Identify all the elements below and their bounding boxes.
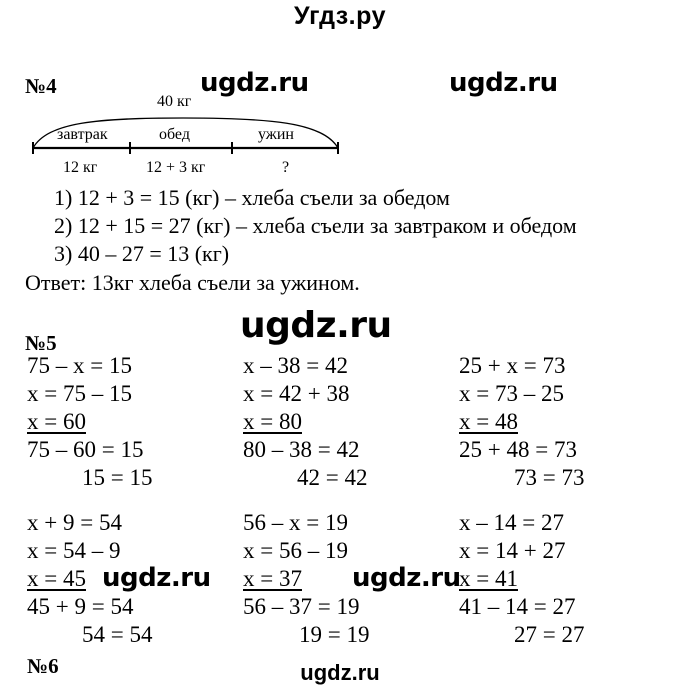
equation-result: x = 60 — [27, 409, 86, 434]
equation-line: 73 = 73 — [514, 465, 585, 490]
solution-step: 1) 12 + 3 = 15 (кг) – хлеба съели за обедом — [54, 185, 450, 210]
solution-step: 2) 12 + 15 = 27 (кг) – хлеба съели за завтраком и обедом — [54, 213, 577, 238]
equation-line: 42 = 42 — [297, 465, 368, 490]
equation-line: 19 = 19 — [299, 622, 370, 647]
equation-line: x = 56 – 19 — [243, 538, 348, 563]
equation-result: x = 41 — [459, 566, 518, 591]
task-4-number: №4 — [25, 74, 57, 98]
footer-watermark: ugdz.ru — [300, 660, 380, 685]
equation-line: 75 – 60 = 15 — [27, 437, 144, 462]
diagram-segment-value: 12 + 3 кг — [146, 159, 206, 176]
equation-line: x = 75 – 15 — [27, 381, 132, 406]
watermark: ugdz.ru — [102, 563, 211, 593]
equation-result: x = 48 — [459, 409, 518, 434]
solution-step: 3) 40 – 27 = 13 (кг) — [54, 241, 230, 266]
equation-result: x = 45 — [27, 566, 86, 591]
equation-line: x – 14 = 27 — [459, 510, 564, 535]
equation-line: 45 + 9 = 54 — [27, 594, 134, 619]
equation-line: 75 – x = 15 — [27, 353, 132, 378]
watermark: ugdz.ru — [352, 563, 461, 593]
equation-line: x + 9 = 54 — [27, 510, 122, 535]
diagram-segment-label: завтрак — [57, 126, 108, 143]
equation-line: x = 54 – 9 — [27, 538, 121, 563]
diagram-segment-label: обед — [159, 126, 190, 143]
equation-line: x = 42 + 38 — [243, 381, 350, 406]
equation-line: 27 = 27 — [514, 622, 585, 647]
diagram-segment-value: 12 кг — [63, 159, 98, 176]
equation-line: 25 + 48 = 73 — [459, 437, 577, 462]
task-6-number-label: №6 — [27, 654, 59, 678]
answer-text: Ответ: 13кг хлеба съели за ужином. — [25, 270, 360, 295]
equation-line: x = 14 + 27 — [459, 538, 566, 563]
equation-line: 25 + x = 73 — [459, 353, 566, 378]
equation-line: 80 – 38 = 42 — [243, 437, 360, 462]
watermark: ugdz.ru — [200, 68, 309, 98]
equation-result: x = 37 — [243, 566, 302, 591]
watermark: ugdz.ru — [449, 68, 558, 98]
equation-line: 56 – 37 = 19 — [243, 594, 360, 619]
equation-line: x – 38 = 42 — [243, 353, 348, 378]
task-5-number: №5 — [25, 331, 57, 355]
diagram-segment-label: ужин — [258, 126, 294, 143]
diagram-total: 40 кг — [157, 93, 192, 110]
watermark: ugdz.ru — [240, 305, 392, 346]
equation-line: x = 73 – 25 — [459, 381, 564, 406]
equation-result: x = 80 — [243, 409, 302, 434]
site-title: Угдз.ру — [294, 2, 386, 30]
equation-line: 41 – 14 = 27 — [459, 594, 576, 619]
equation-line: 54 = 54 — [82, 622, 153, 647]
equation-line: 56 – x = 19 — [243, 510, 348, 535]
equation-line: 15 = 15 — [82, 465, 153, 490]
diagram-segment-value: ? — [282, 159, 290, 176]
